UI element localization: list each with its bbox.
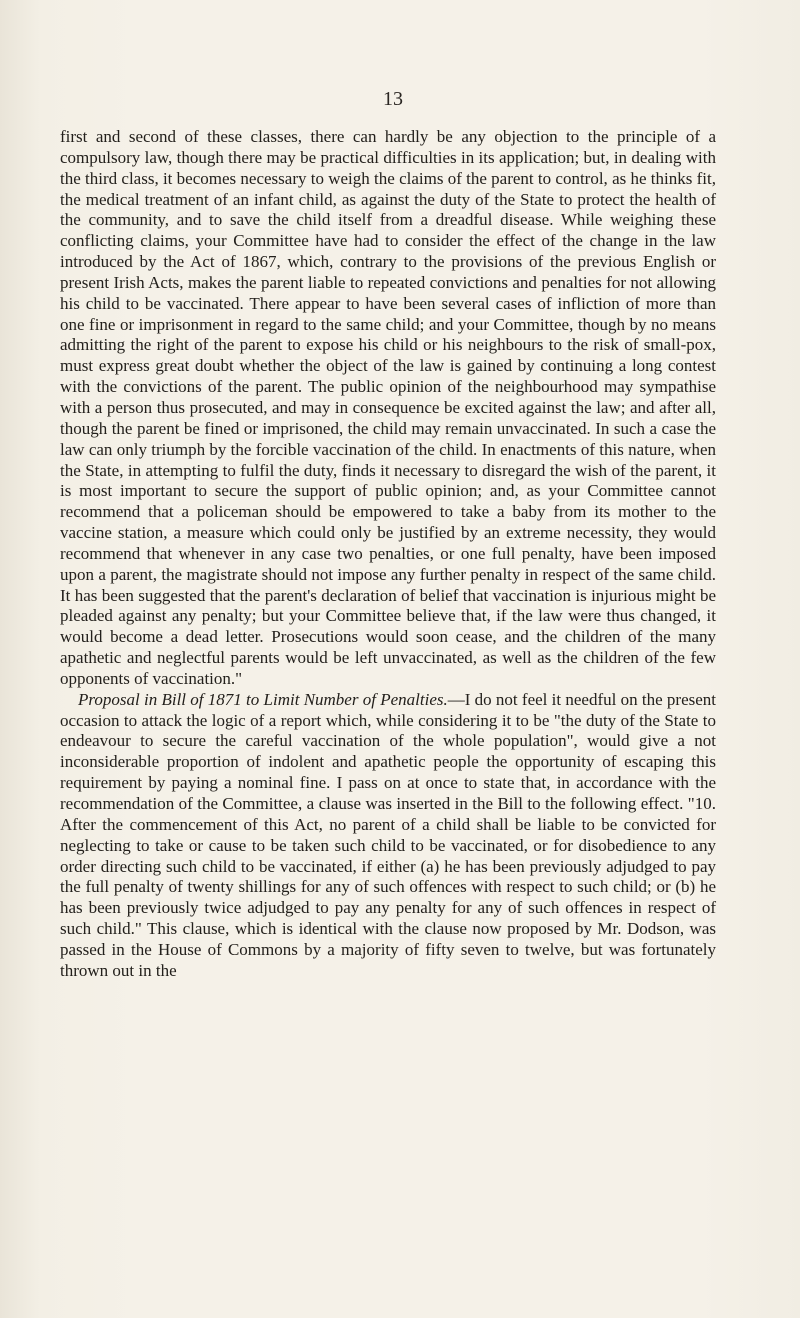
- paragraph-2-body: —I do not feel it needful on the present occasion to attack the logic of a report which, while considering it to be "the duty of the State to endeavour to secure the careful vaccination of the whole population", would give a not inconsiderable proportion of indolent and apathetic people the opportunity of escaping this requirement by paying a nominal fine. I pass on at once to state that, in accordance with the recommendation of the Committee, a clause was inserted in the Bill to the following effect. "10. After the commencement of this Act, no parent of a child shall be liable to be convicted for neglecting to take or cause to be taken such child to be vaccinated, or for disobedience to any order directing such child to be vaccinated, if either (a) he has been previously adjudged to pay the full penalty of twenty shillings for any of such offences with respect to such child; or (b) he has been previously twice adjudged to pay any penalty for any of such offences in respect of such child." This clause, which is identical with the clause now proposed by Mr. Dodson, was passed in the House of Commons by a majority of fifty seven to twelve, but was fortunately thrown out in the: [60, 689, 716, 980]
- paragraph-2: [60, 690, 716, 982]
- body-text: [60, 127, 716, 982]
- section-heading: Proposal in Bill of 1871 to Limit Number of Penalties.: [78, 689, 448, 709]
- paragraph-1: first and second of these classes, there can hardly be any objection to the principle of a compulsory law, though there may be practical difficulties in its application; but, in dealing with the third class, it becomes necessary to weigh the claims of the parent to control, as he thinks fit, the medical treatment of an infant child, as against the duty of the State to protect the health of the community, and to save the child itself from a dreadful disease. While weighing these conflicting claims, your Committee have had to consider the effect of the change in the law introduced by the Act of 1867, which, contrary to the provisions of the previous English or present Irish Acts, makes the parent liable to repeated convictions and penalties for not allowing his child to be vaccinated. There appear to have been several cases of infliction of more than one fine or imprisonment in regard to the same child; and your Committee, though by no means admitting the right of the parent to expose his child or his neighbours to the risk of small-pox, must express great doubt whether the object of the law is gained by continuing a long contest with the convictions of the parent. The public opinion of the neighbourhood may sympathise with a person thus prosecuted, and may in consequence be excited against the law; and after all, though the parent be fined or imprisoned, the child may remain unvaccinated. In such a case the law can only triumph by the forcible vaccination of the child. In enactments of this nature, when the State, in attempting to fulfil the duty, finds it necessary to disregard the wish of the parent, it is most important to secure the support of public opinion; and, as your Committee cannot recommend that a policeman should be empowered to take a baby from its mother to the vaccine station, a measure which could only be justified by an extreme necessity, they would recommend that whenever in any case two penalties, or one full penalty, have been imposed upon a parent, the magistrate should not impose any further penalty in respect of the same child. It has been suggested that the parent's declaration of belief that vaccination is injurious might be pleaded against any penalty; but your Committee believe that, if the law were thus changed, it would become a dead letter. Prosecutions would soon cease, and the children of the many apathetic and neglectful parents would be left unvaccinated, as well as the children of the few opponents of vaccination.": [60, 127, 716, 688]
- page-number: 13: [383, 88, 403, 110]
